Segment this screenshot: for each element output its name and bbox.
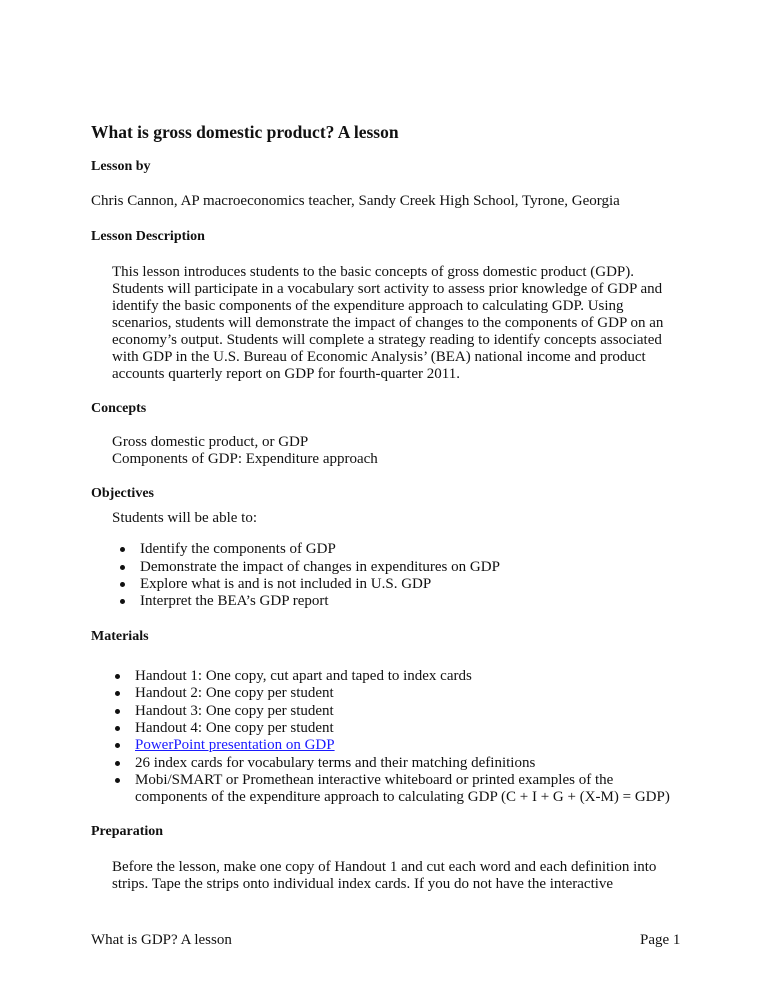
heading-concepts: Concepts	[91, 401, 147, 416]
bullet-icon	[115, 709, 120, 714]
description-line: accounts quarterly report on GDP for fourth-quarter 2011.	[112, 366, 460, 382]
description-line: scenarios, students will demonstrate the impact of changes to the components of GDP on an	[112, 315, 664, 331]
material-item: Handout 3: One copy per student	[135, 703, 334, 719]
bullet-icon	[120, 565, 125, 570]
description-line: identify the basic components of the expenditure approach to calculating GDP. Using	[112, 298, 624, 314]
objective-item: Identify the components of GDP	[140, 541, 336, 557]
bullet-icon	[115, 726, 120, 731]
powerpoint-link[interactable]: PowerPoint presentation on GDP	[135, 737, 335, 753]
description-line: Students will participate in a vocabulary sort activity to assess prior knowledge of GDP and	[112, 281, 663, 297]
objective-item: Interpret the BEA’s GDP report	[140, 593, 329, 609]
bullet-icon	[120, 547, 125, 552]
material-item: Handout 4: One copy per student	[135, 720, 334, 736]
description-line: This lesson introduces students to the basic concepts of gross domestic product (GDP).	[112, 264, 634, 280]
material-item: Mobi/SMART or Promethean interactive whiteboard or printed examples of the	[135, 772, 614, 788]
description-line: economy’s output. Students will complete a strategy reading to identify concepts associated	[112, 332, 662, 348]
footer-title: What is GDP? A lesson	[91, 932, 232, 948]
description-line: with GDP in the U.S. Bureau of Economic Analysis’ (BEA) national income and product	[112, 349, 646, 365]
author-line: Chris Cannon, AP macroeconomics teacher, Sandy Creek High School, Tyrone, Georgia	[91, 193, 620, 209]
bullet-icon	[120, 582, 125, 587]
document-title: What is gross domestic product? A lesson	[91, 122, 399, 142]
objective-item: Demonstrate the impact of changes in expenditures on GDP	[140, 559, 500, 575]
heading-lesson-description: Lesson Description	[91, 229, 205, 244]
heading-objectives: Objectives	[91, 486, 154, 501]
bullet-icon	[115, 778, 120, 783]
concept-line: Components of GDP: Expenditure approach	[112, 451, 378, 467]
heading-lesson-by: Lesson by	[91, 159, 151, 174]
objectives-intro: Students will be able to:	[112, 510, 257, 526]
preparation-line: strips. Tape the strips onto individual index cards. If you do not have the interactive	[112, 876, 614, 892]
objective-item: Explore what is and is not included in U.S. GDP	[140, 576, 432, 592]
bullet-icon	[115, 674, 120, 679]
material-item: Handout 2: One copy per student	[135, 685, 334, 701]
material-item: 26 index cards for vocabulary terms and their matching definitions	[135, 755, 536, 771]
bullet-icon	[115, 691, 120, 696]
heading-materials: Materials	[91, 629, 149, 644]
material-item: Handout 1: One copy, cut apart and taped to index cards	[135, 668, 472, 684]
bullet-icon	[115, 743, 120, 748]
material-item-continuation: components of the expenditure approach to calculating GDP (C + I + G + (X-M) = GDP)	[135, 789, 670, 805]
preparation-line: Before the lesson, make one copy of Handout 1 and cut each word and each definition into	[112, 859, 657, 875]
bullet-icon	[120, 599, 125, 604]
concept-line: Gross domestic product, or GDP	[112, 434, 309, 450]
page-number: Page 1	[640, 932, 681, 948]
bullet-icon	[115, 761, 120, 766]
heading-preparation: Preparation	[91, 824, 164, 839]
